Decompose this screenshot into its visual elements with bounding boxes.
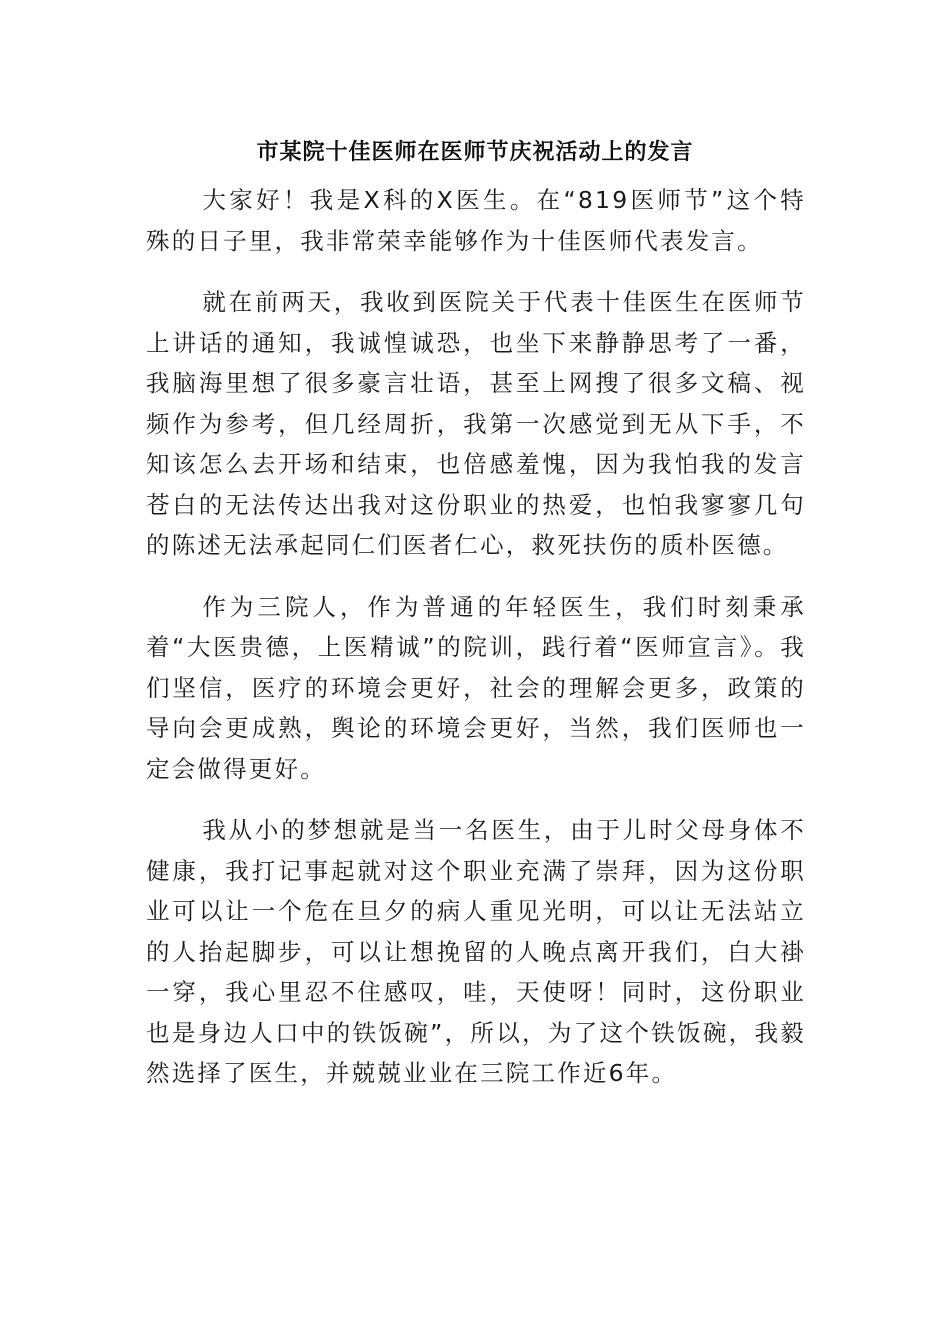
paragraph-childhood-dream: 我从小的梦想就是当一名医生，由于儿时父母身体不健康，我打记事起就对这个职业充满了崇拜，因为这份职业可以让一个危在旦夕的病人重见光明，可以让无法站立的人抬起脚步，可以让想挽留的人晚点离开我们，白大褂一穿，我心里忍不住感叹，哇，天使呀！同时，这份职业也是身边人口中的铁饭碗”，所以，为了这个铁饭碗，我毅然选择了医生，并兢兢业业在三院工作近6年。 bbox=[146, 816, 806, 1087]
paragraph-greeting: 大家好！我是X科的X医生。在“819医师节”这个特殊的日子里，我非常荣幸能够作为十佳医师代表发言。 bbox=[146, 186, 806, 255]
paragraph-notice: 就在前两天，我收到医院关于代表十佳医生在医师节上讲话的通知，我诚惶诚恐，也坐下来静静思考了一番，我脑海里想了很多豪言壮语，甚至上网搜了很多文稿、视频作为参考，但几经周折，我第一次感觉到无从下手，不知该怎么去开场和结束，也倍感羞愧，因为我怕我的发言苍白的无法传达出我对这份职业的热爱，也怕我寥寥几句的陈述无法承起同仁们医者仁心，救死扶伤的质朴医德。 bbox=[146, 288, 806, 559]
document-title: 市某院十佳医师在医师节庆祝活动上的发言 bbox=[256, 140, 694, 165]
paragraph-hospital-motto: 作为三院人，作为普通的年轻医生，我们时刻秉承着“大医贵德，上医精诚”的院训，践行着“医师宣言》。我们坚信，医疗的环境会更好，社会的理解会更多，政策的导向会更成熟，舆论的环境会更好，当然，我们医师也一定会做得更好。 bbox=[146, 592, 806, 783]
document-body bbox=[146, 180, 806, 1094]
